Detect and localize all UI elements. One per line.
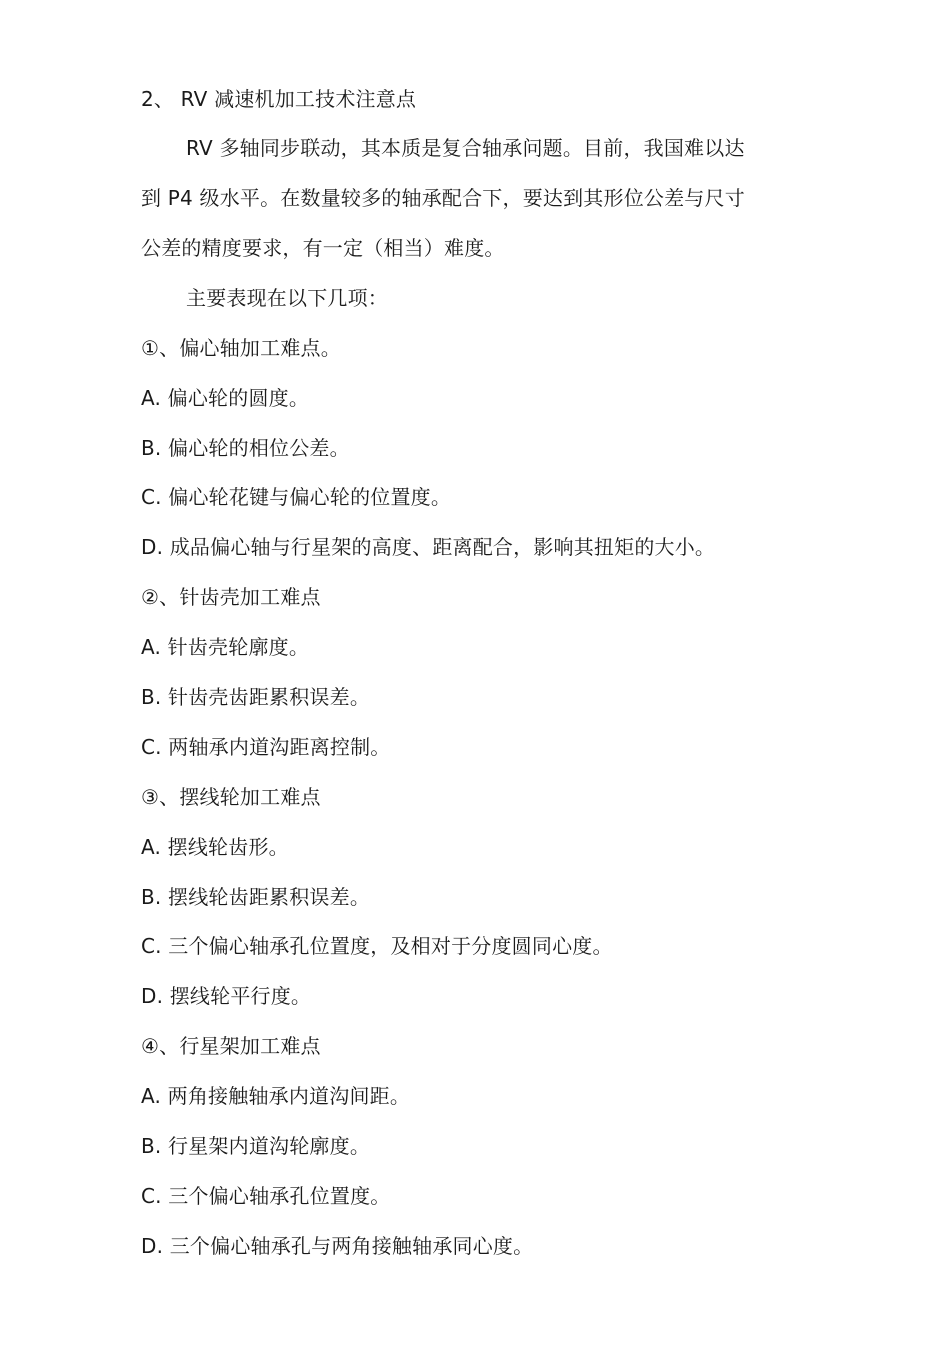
list-item: C. 偏心轮花键与偏心轮的位置度。 <box>141 485 452 509</box>
list-item: B. 针齿壳齿距累积误差。 <box>141 685 371 709</box>
list-item: B. 摆线轮齿距累积误差。 <box>141 885 371 909</box>
intro-line-2: 到 P4 级水平。在数量较多的轴承配合下，要达到其形位公差与尺寸 <box>141 186 745 210</box>
list-item: C. 三个偏心轴承孔位置度。 <box>141 1184 391 1208</box>
subheading-cycloid-wheel: ③、摆线轮加工难点 <box>141 785 321 809</box>
intro-line-1: RV 多轴同步联动，其本质是复合轴承问题。目前，我国难以达 <box>186 136 745 160</box>
list-item: A. 摆线轮齿形。 <box>141 835 289 859</box>
subheading-planet-carrier: ④、行星架加工难点 <box>141 1034 321 1058</box>
subheading-pin-gear-housing: ②、针齿壳加工难点 <box>141 585 321 609</box>
section-heading: 2、 RV 减速机加工技术注意点 <box>141 87 417 111</box>
intro-line-3: 公差的精度要求，有一定（相当）难度。 <box>141 236 505 260</box>
list-item: A. 偏心轮的圆度。 <box>141 386 310 410</box>
list-item: D. 摆线轮平行度。 <box>141 984 312 1008</box>
summary-line: 主要表现在以下几项： <box>186 286 388 310</box>
list-item: C. 三个偏心轴承孔位置度，及相对于分度圆同心度。 <box>141 934 613 958</box>
subheading-eccentric-shaft: ①、偏心轴加工难点。 <box>141 336 341 360</box>
list-item: A. 两角接触轴承内道沟间距。 <box>141 1084 411 1108</box>
list-item: B. 偏心轮的相位公差。 <box>141 436 350 460</box>
list-item: D. 成品偏心轴与行星架的高度、距离配合，影响其扭矩的大小。 <box>141 535 716 559</box>
list-item: C. 两轴承内道沟距离控制。 <box>141 735 391 759</box>
list-item: B. 行星架内道沟轮廓度。 <box>141 1134 371 1158</box>
list-item: D. 三个偏心轴承孔与两角接触轴承同心度。 <box>141 1234 534 1258</box>
list-item: A. 针齿壳轮廓度。 <box>141 635 310 659</box>
